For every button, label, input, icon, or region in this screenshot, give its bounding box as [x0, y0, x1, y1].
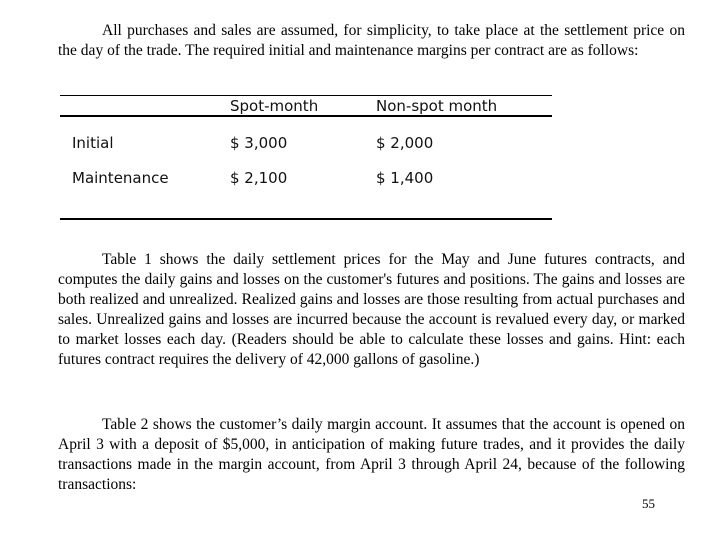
- page-number: 55: [642, 496, 655, 511]
- table2-paragraph-text: Table 2 shows the customer’s daily margin account. It assumes that the account is opened on April 3 with a deposit of $5,000, in anticipation of making future trades, and it provides the daily transactions made in the margin account, from April 3 through April 24, because of the following transactions:: [58, 416, 685, 493]
- row-label-maintenance: Maintenance: [72, 169, 169, 187]
- table2-paragraph: [58, 415, 685, 495]
- maintenance-nonspot-value: $ 1,400: [376, 169, 434, 187]
- maintenance-spot-value: $ 2,100: [230, 169, 288, 187]
- table1-paragraph: [58, 250, 685, 370]
- initial-nonspot-value: $ 2,000: [376, 134, 434, 152]
- initial-spot-value: $ 3,000: [230, 134, 288, 152]
- table-header-rule: [60, 115, 552, 117]
- column-header-non-spot-month: Non-spot month: [376, 97, 498, 115]
- row-label-initial: Initial: [72, 134, 114, 152]
- table-bottom-rule: [60, 218, 552, 220]
- table-top-rule: [60, 95, 552, 96]
- intro-paragraph-text: All purchases and sales are assumed, for simplicity, to take place at the settlement price on the day of the trade. The required initial and maintenance margins per contract are as follows:: [58, 22, 685, 59]
- intro-paragraph: [58, 21, 685, 61]
- table1-paragraph-text: Table 1 shows the daily settlement prices for the May and June futures contracts, and computes the daily gains and losses on the customer's futures and positions. The gains and losses are both realized and unrealized. Realized gains and losses are those resulting from actual purchases and sales. Unrealized gains and losses are incurred because the account is revalued every day, or marked to market losses each day. (Readers should be able to calculate these losses and gains. Hint: each futures contract requires the delivery of 42,000 gallons of gasoline.): [58, 251, 685, 368]
- margin-requirements-table: [60, 95, 552, 222]
- column-header-spot-month: Spot-month: [230, 97, 319, 115]
